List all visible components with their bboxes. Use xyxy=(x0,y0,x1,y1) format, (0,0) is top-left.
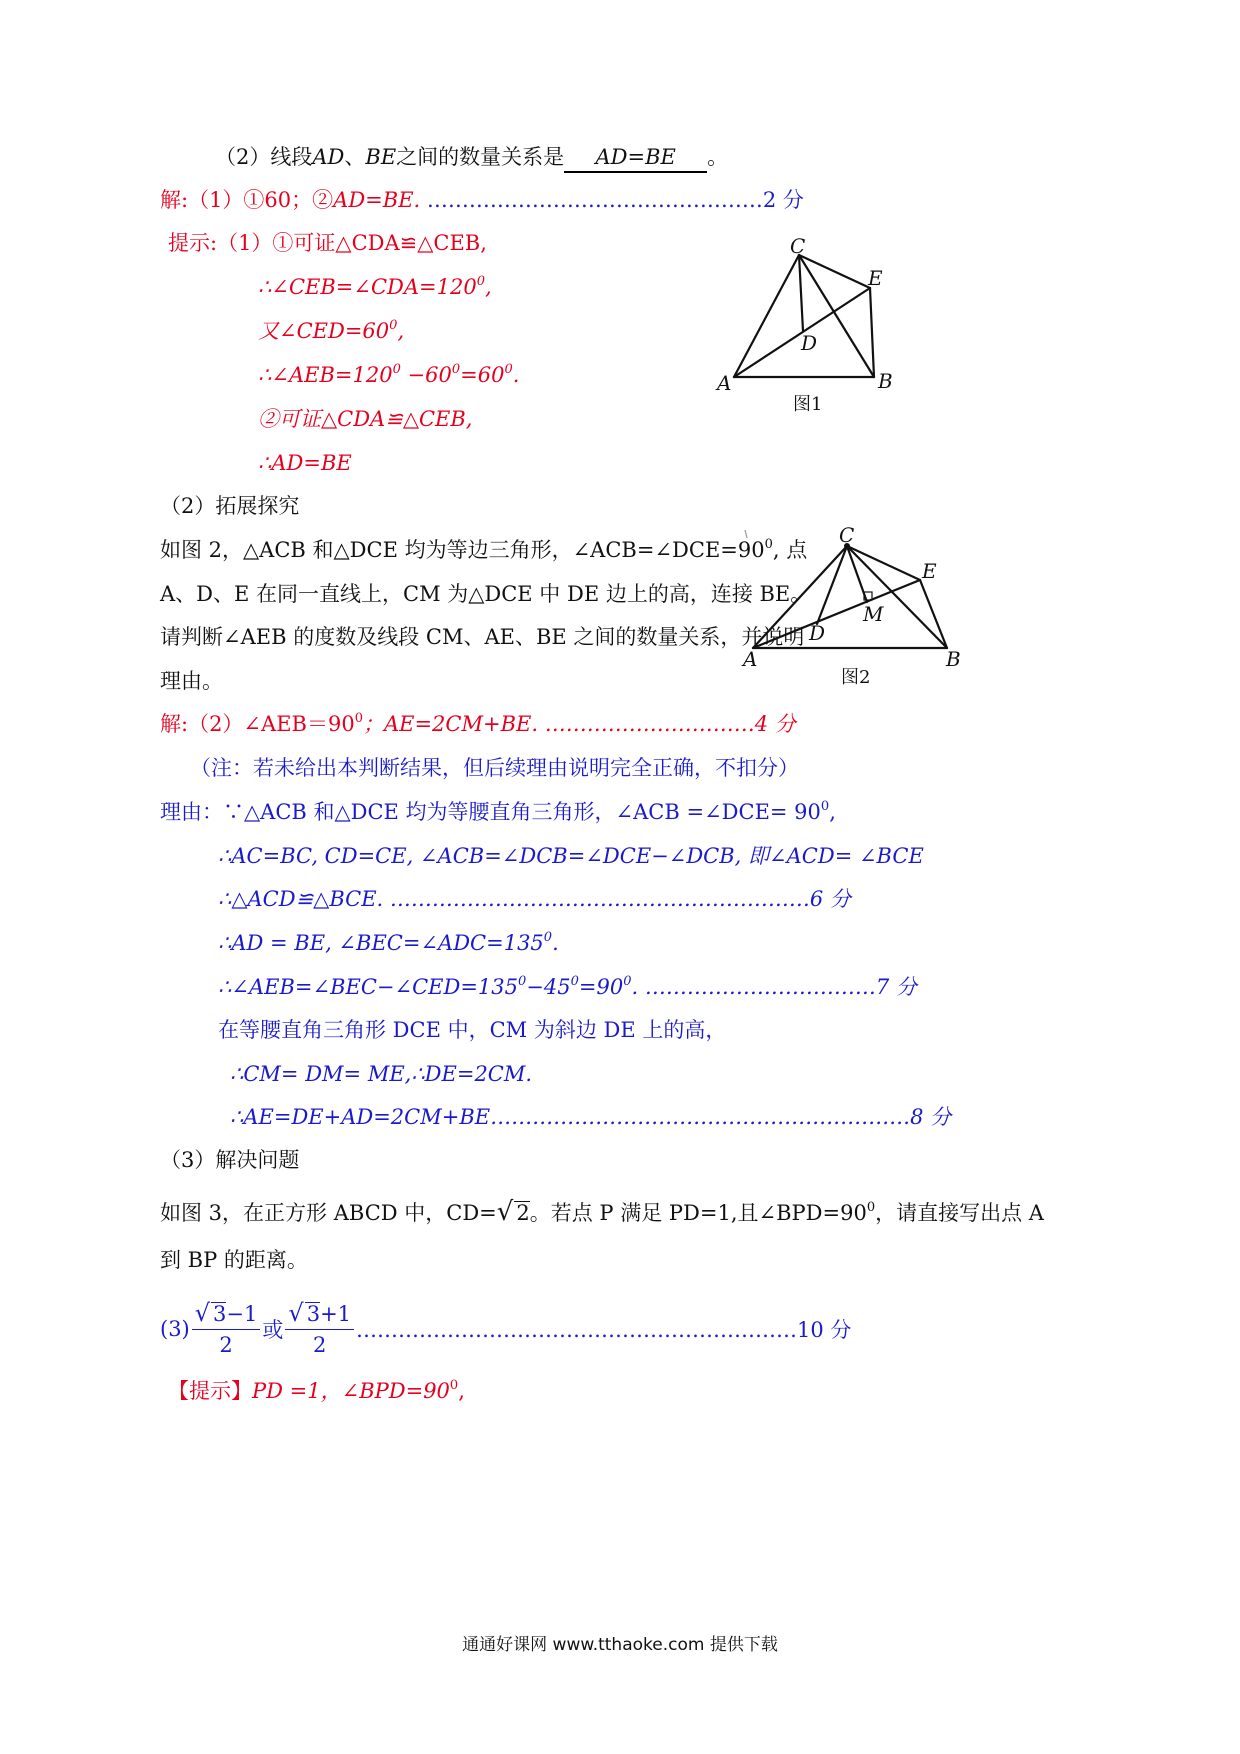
fig2-caption: 图2 xyxy=(841,667,871,688)
section-3-title: （3）解决问题 xyxy=(160,1148,300,1172)
figure-1 xyxy=(712,235,912,425)
problem-2-line-3: 请判断∠AEB 的度数及线段 CM、AE、BE 之间的数量关系，并说明 xyxy=(160,625,805,649)
fig1-label-a: A xyxy=(717,371,732,395)
solution-1: 解:（1）①60；②AD=BE. …………………………………………2 分 xyxy=(160,188,804,212)
reason-line-5: $\therefore\angle AEB=\angle BEC-\angle CED=135^0-45^0=90^0$. ……………………………7 分 xyxy=(218,974,917,999)
hint-3: 【提示】PD =1，$\angle BPD=90^0$, xyxy=(168,1378,465,1403)
figure-2 xyxy=(735,520,975,695)
problem-3-line-1: 如图 3，在正方形 ABCD 中，CD=√ 2。若点 P 满足 PD=1,且$\angle BPD=90^0$，请直接写出点 A xyxy=(160,1197,1044,1227)
reason-line-8: ∴AE=DE+AD=2CM+BE……………………………………………………8 分 xyxy=(230,1105,952,1129)
hint-1-line-6: ∴AD=BE xyxy=(258,451,352,475)
hint-1-line-4: $\therefore\angle AEB=120^0 -60^0=60^0$. xyxy=(258,362,520,387)
footer-credit: 通通好课网 www.tthaoke.com 提供下载 xyxy=(462,1635,778,1655)
solution-2: 解$:(2)\angle AEB=90^0$；AE=2CM+BE. …………………………4 分 xyxy=(160,711,796,736)
problem-2-line-4: 理由。 xyxy=(160,669,223,693)
fig2-label-d: D xyxy=(809,621,826,645)
reason-line-7: ∴CM= DM= ME,∴DE=2CM. xyxy=(230,1062,533,1086)
fraction-2: $\frac{√ 3+1}{2}$ xyxy=(285,1298,354,1360)
reason-line-6: 在等腰直角三角形 DCE 中，CM 为斜边 DE 上的高， xyxy=(218,1018,727,1042)
answer-blank: AD=BE xyxy=(564,143,707,173)
solution-3: (3) $\frac{√ 3-1}{2}$ 或 $\frac{√ 3+1}{2}$ ………………………………………………………10 分 xyxy=(160,1298,851,1360)
fig2-label-c: C xyxy=(839,523,855,547)
problem-3-line-2: 到 BP 的距离。 xyxy=(160,1248,308,1272)
reason-line-2: ∴AC=BC, CD=CE, ∠ACB=∠DCB=∠DCE−∠DCB, 即∠ACD= ∠BCE xyxy=(218,844,924,868)
fig2-label-m: M xyxy=(863,602,884,626)
fig2-label-e: E xyxy=(922,559,937,583)
fig1-label-c: C xyxy=(790,235,806,258)
fig1-label-b: B xyxy=(878,369,893,393)
fraction-1: $\frac{√ 3-1}{2}$ xyxy=(192,1298,261,1360)
reason-line-3: ∴△ACD≌△BCE. ……………………………………………………6 分 xyxy=(218,887,851,911)
hint-1-line-5: ②可证△CDA≌△CEB, xyxy=(258,407,473,431)
hint-1-line-3: 又$\angle CED=60^0$, xyxy=(258,318,405,343)
fig2-label-a: A xyxy=(743,647,758,671)
reason-line-1: 理由：∵△ACB 和△DCE 均为等腰直角三角形，∠ACB =∠DCE= $90^0$, xyxy=(160,799,836,824)
fig1-caption: 图1 xyxy=(793,394,823,415)
problem-2-line-2: A、D、E 在同一直线上，CM 为△DCE 中 DE 边上的高，连接 BE。 xyxy=(160,582,812,606)
hint-1-line-1: 提示:（1）①可证△CDA≌△CEB, xyxy=(168,231,487,255)
hint-1-line-2: $\therefore\angle CEB=\angle CDA=120^0$, xyxy=(258,274,492,299)
reason-line-4: ∴AD = BE, $\angle BEC=\angle ADC=135^0$. xyxy=(218,930,559,955)
fig1-label-d: D xyxy=(801,331,818,355)
section-2-title: （2）拓展探究 xyxy=(160,494,300,518)
grading-note: （注：若未给出本判断结果，但后续理由说明完全正确，不扣分） xyxy=(190,756,799,780)
fig2-label-b: B xyxy=(946,647,961,671)
fig1-label-e: E xyxy=(868,266,883,290)
question-2-line: （2）线段AD、BE之间的数量关系是 AD=BE 。 xyxy=(215,143,728,173)
problem-2-line-1: 如图 2，△ACB 和△DCE 均为等边三角形，$\angle ACB=\angle DCE=90^0$, 点 xyxy=(160,537,808,562)
